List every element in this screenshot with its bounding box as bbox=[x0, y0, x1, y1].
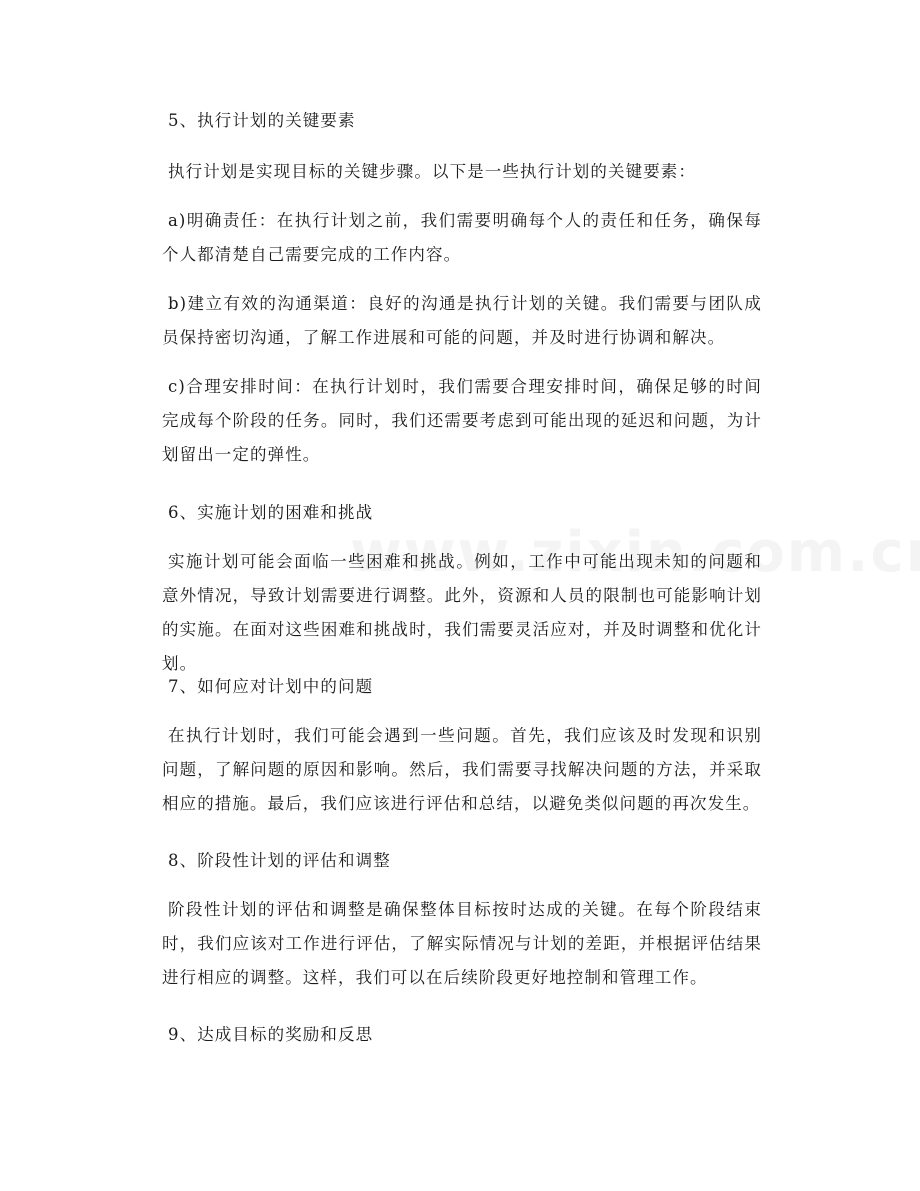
section-5-heading: 5、执行计划的关键要素 bbox=[168, 111, 356, 130]
section-6-heading: 6、实施计划的困难和挑战 bbox=[168, 503, 374, 522]
section-8-heading: 8、阶段性计划的评估和调整 bbox=[168, 851, 391, 870]
section-7-heading: 7、如何应对计划中的问题 bbox=[168, 677, 374, 696]
section-7-paragraph: 在执行计划时，我们可能会遇到一些问题。首先，我们应该及时发现和识别问题，了解问题的原因和影响。然后，我们需要寻找解决问题的方法，并采取相应的措施。最后，我们应该进行评估和总结，以避免类似问题的再次发生。 bbox=[162, 726, 762, 813]
section-5-intro-paragraph: 执行计划是实现目标的关键步骤。以下是一些执行计划的关键要素： bbox=[168, 162, 696, 181]
section-9-heading: 9、达成目标的奖励和反思 bbox=[168, 1025, 374, 1044]
section-5-item-b-paragraph: b)建立有效的沟通渠道：良好的沟通是执行计划的关键。我们需要与团队成员保持密切沟通，了解工作进展和可能的问题，并及时进行协调和解决。 bbox=[162, 294, 762, 347]
section-8-paragraph: 阶段性计划的评估和调整是确保整体目标按时达成的关键。在每个阶段结束时，我们应该对工作进行评估，了解实际情况与计划的差距，并根据评估结果进行相应的调整。这样，我们可以在后续阶段更好地控制和管理工作。 bbox=[162, 900, 762, 987]
section-6-paragraph: 实施计划可能会面临一些困难和挑战。例如，工作中可能出现未知的问题和意外情况，导致计划需要进行调整。此外，资源和人员的限制也可能影响计划的实施。在面对这些困难和挑战时，我们需要灵活应对，并及时调整和优化计划。 bbox=[162, 552, 762, 673]
section-5-item-a-paragraph: a)明确责任：在执行计划之前，我们需要明确每个人的责任和任务，确保每个人都清楚自己需要完成的工作内容。 bbox=[162, 211, 762, 264]
section-5-item-c-paragraph: c)合理安排时间：在执行计划时，我们需要合理安排时间，确保足够的时间完成每个阶段的任务。同时，我们还需要考虑到可能出现的延迟和问题，为计划留出一定的弹性。 bbox=[162, 377, 762, 464]
